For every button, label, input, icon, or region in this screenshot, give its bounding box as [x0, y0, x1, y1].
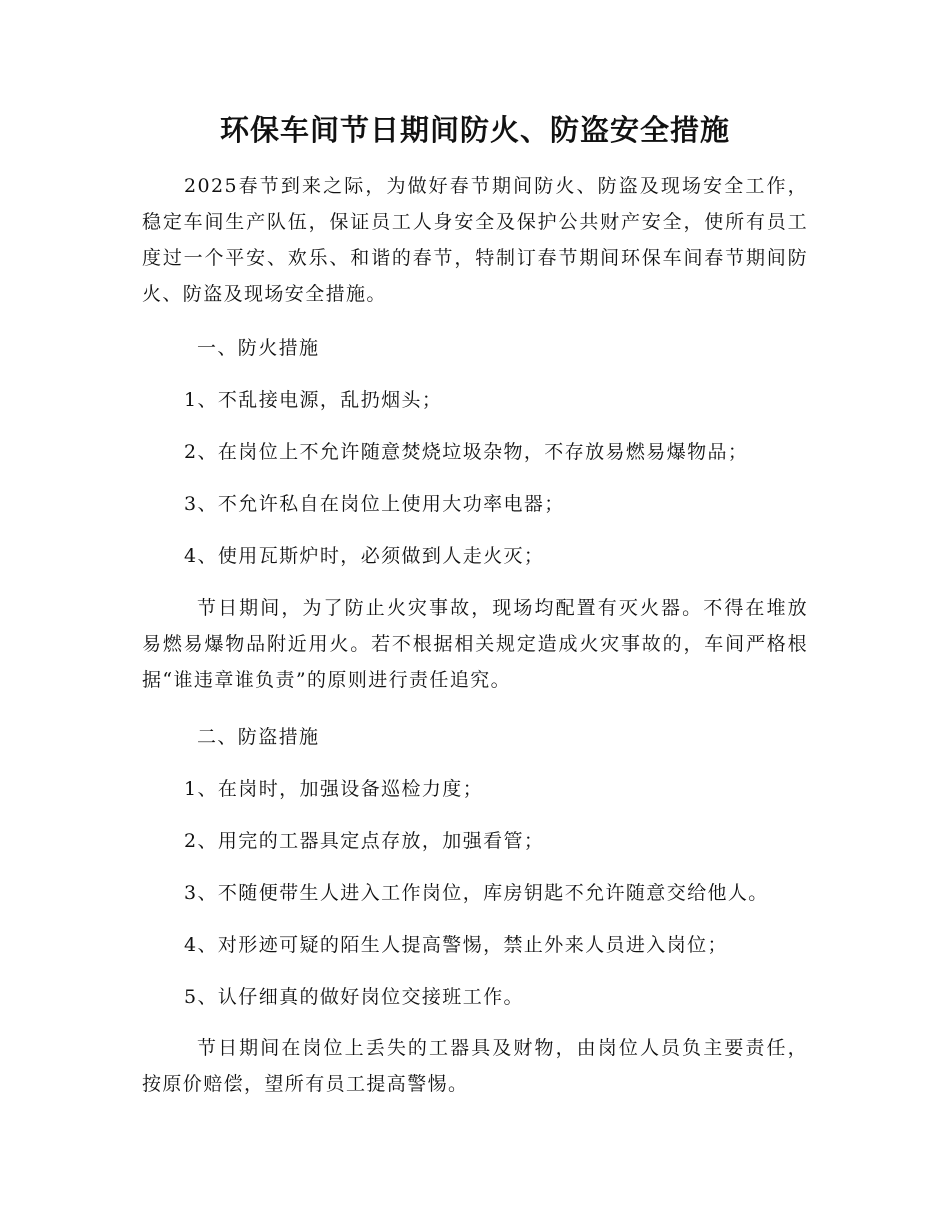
theft-item-5: 5、认仔细真的做好岗位交接班工作。 — [184, 986, 524, 1008]
fire-item-1: 1、不乱接电源，乱扔烟头； — [184, 389, 443, 411]
theft-note-paragraph: 节日期间在岗位上丢失的工器具及财物，由岗位人员负主要责任，按原价赔偿，望所有员工提高警惕。 — [142, 1037, 808, 1095]
theft-item-1: 1、在岗时，加强设备巡检力度； — [184, 778, 484, 800]
fire-item-2: 2、在岗位上不允许随意焚烧垃圾杂物，不存放易燃易爆物品； — [184, 441, 749, 463]
theft-section-heading: 二、防盗措施 — [197, 726, 320, 748]
theft-item-3: 3、不随便带生人进入工作岗位，库房钥匙不允许随意交给他人。 — [184, 882, 769, 904]
document-title: 环保车间节日期间防火、防盗安全措施 — [219, 113, 730, 147]
fire-item-4: 4、使用瓦斯炉时，必须做到人走火灭； — [184, 545, 545, 567]
fire-note-paragraph: 节日期间，为了防止火灾事故，现场均配置有灭火器。不得在堆放易燃易爆物品附近用火。若不根据相关规定造成火灾事故的，车间严格根据“谁违章谁负责”的原则进行责任追究。 — [142, 597, 808, 691]
theft-item-4: 4、对形迹可疑的陌生人提高警惕，禁止外来人员进入岗位； — [184, 934, 728, 956]
theft-item-2: 2、用完的工器具定点存放，加强看管； — [184, 830, 545, 852]
fire-item-3: 3、不允许私自在岗位上使用大功率电器； — [184, 493, 565, 515]
fire-section-heading: 一、防火措施 — [197, 337, 320, 359]
intro-paragraph: 2025春节到来之际，为做好春节期间防火、防盗及现场安全工作，稳定车间生产队伍，保证员工人身安全及保护公共财产安全，使所有员工度过一个平安、欢乐、和谐的春节，特制订春节期间环保车间春节期间防火、防盗及现场安全措施。 — [142, 175, 808, 305]
